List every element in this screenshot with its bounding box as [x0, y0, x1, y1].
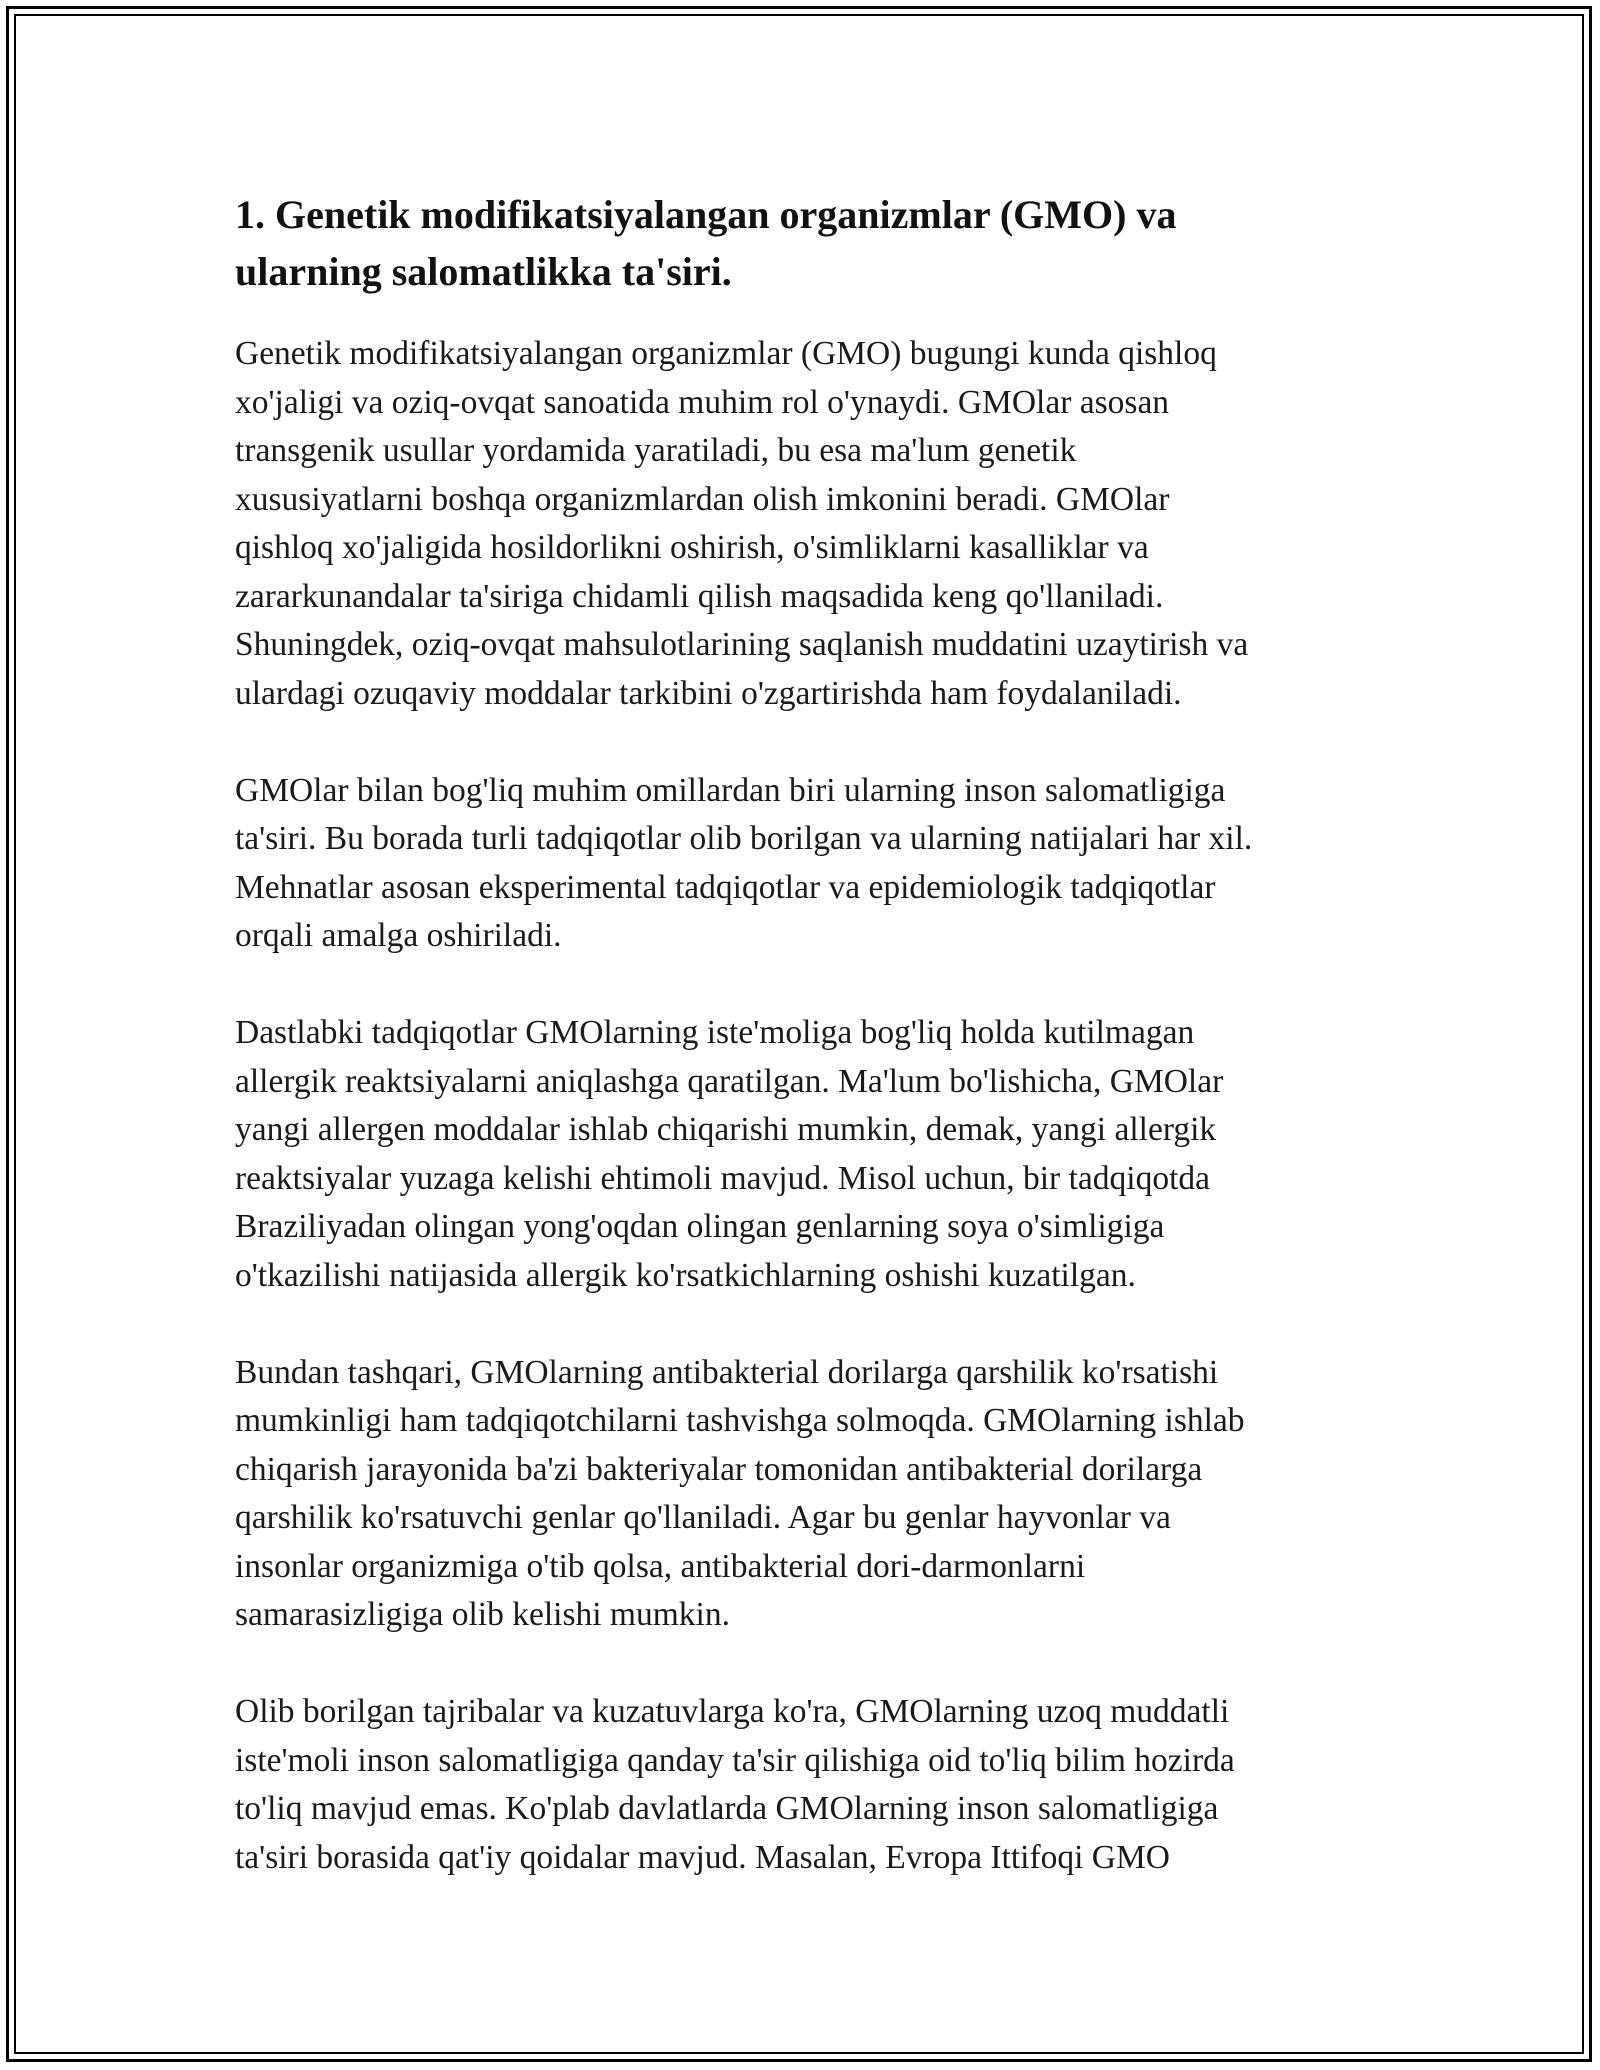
heading-line: 1. Genetik modifikatsiyalangan organizmlar (GMO) va [235, 192, 1177, 237]
paragraph-line: Braziliyadan olingan yong'oqdan olingan genlarning soya o'simligiga [235, 1208, 1165, 1245]
paragraph [235, 767, 1365, 961]
paragraph-line: Shuningdek, oziq-ovqat mahsulotlarining saqlanish muddatini uzaytirish va [235, 626, 1249, 663]
paragraph-line: mumkinligi ham tadqiqotchilarni tashvishga solmoqda. GMOlarning ishlab [235, 1402, 1245, 1439]
paragraph-line: Olib borilgan tajribalar va kuzatuvlarga ko'ra, GMOlarning uzoq muddatli [235, 1693, 1230, 1730]
paragraph-line: reaktsiyalar yuzaga kelishi ehtimoli mavjud. Misol uchun, bir tadqiqotda [235, 1159, 1211, 1197]
paragraph-line: qarshilik ko'rsatuvchi genlar qo'llaniladi. Agar bu genlar hayvonlar va [235, 1499, 1171, 1536]
section-heading [235, 186, 1365, 300]
paragraph-line: Genetik modifikatsiyalangan organizmlar (GMO) bugungi kunda qishloq [235, 335, 1217, 372]
paragraph [235, 330, 1365, 718]
paragraph-line: ta'siri borasida qat'iy qoidalar mavjud. Masalan, Evropa Ittifoqi GMO [235, 1838, 1170, 1876]
paragraph-line: xo'jaligi va oziq-ovqat sanoatida muhim rol o'ynaydi. GMOlar asosan [235, 383, 1170, 421]
paragraph-line: o'tkazilishi natijasida allergik ko'rsatkichlarning oshishi kuzatilgan. [235, 1256, 1136, 1294]
heading-line: ularning salomatlikka ta'siri. [235, 249, 732, 294]
paragraph-line: chiqarish jarayonida ba'zi bakteriyalar tomonidan antibakterial dorilarga [235, 1450, 1203, 1488]
paragraph [235, 1349, 1365, 1640]
paragraph-line: ta'siri. Bu borada turli tadqiqotlar olib borilgan va ularning natijalari har xil. [235, 820, 1253, 857]
paragraph-line: orqali amalga oshiriladi. [235, 917, 562, 954]
paragraph-line: qishloq xo'jaligida hosildorlikni oshirish, o'simliklarni kasalliklar va [235, 529, 1149, 566]
paragraph-line: xususiyatlarni boshqa organizmlardan olish imkonini beradi. GMOlar [235, 480, 1170, 518]
paragraph-line: insonlar organizmiga o'tib qolsa, antibakterial dori-darmonlarni [235, 1547, 1086, 1585]
document-body [235, 186, 1365, 1882]
paragraph [235, 1688, 1365, 1882]
paragraph-line: yangi allergen moddalar ishlab chiqarishi mumkin, demak, yangi allergik [235, 1111, 1217, 1148]
paragraph-line: Bundan tashqari, GMOlarning antibakterial dorilarga qarshilik ko'rsatishi [235, 1353, 1219, 1391]
paragraph-line: allergik reaktsiyalarni aniqlashga qaratilgan. Ma'lum bo'lishicha, GMOlar [235, 1062, 1224, 1100]
paragraph [235, 1009, 1365, 1300]
paragraph-line: transgenik usullar yordamida yaratiladi, bu esa ma'lum genetik [235, 432, 1077, 469]
paragraph-line: ulardagi ozuqaviy moddalar tarkibini o'zgartirishda ham foydalaniladi. [235, 674, 1182, 712]
paragraph-line: Dastlabki tadqiqotlar GMOlarning iste'moliga bog'liq holda kutilmagan [235, 1014, 1195, 1051]
paragraph-line: iste'moli inson salomatligiga qanday ta'sir qilishiga oid to'liq bilim hozirda [235, 1741, 1235, 1779]
paragraph-line: GMOlar bilan bog'liq muhim omillardan biri ularning inson salomatligiga [235, 771, 1226, 809]
paragraph-line: zararkunandalar ta'siriga chidamli qilish maqsadida keng qo'llaniladi. [235, 577, 1164, 615]
paragraph-line: samarasizligiga olib kelishi mumkin. [235, 1596, 730, 1633]
paragraph-line: to'liq mavjud emas. Ko'plab davlatlarda GMOlarning inson salomatligiga [235, 1790, 1219, 1827]
paragraph-line: Mehnatlar asosan eksperimental tadqiqotlar va epidemiologik tadqiqotlar [235, 868, 1216, 906]
